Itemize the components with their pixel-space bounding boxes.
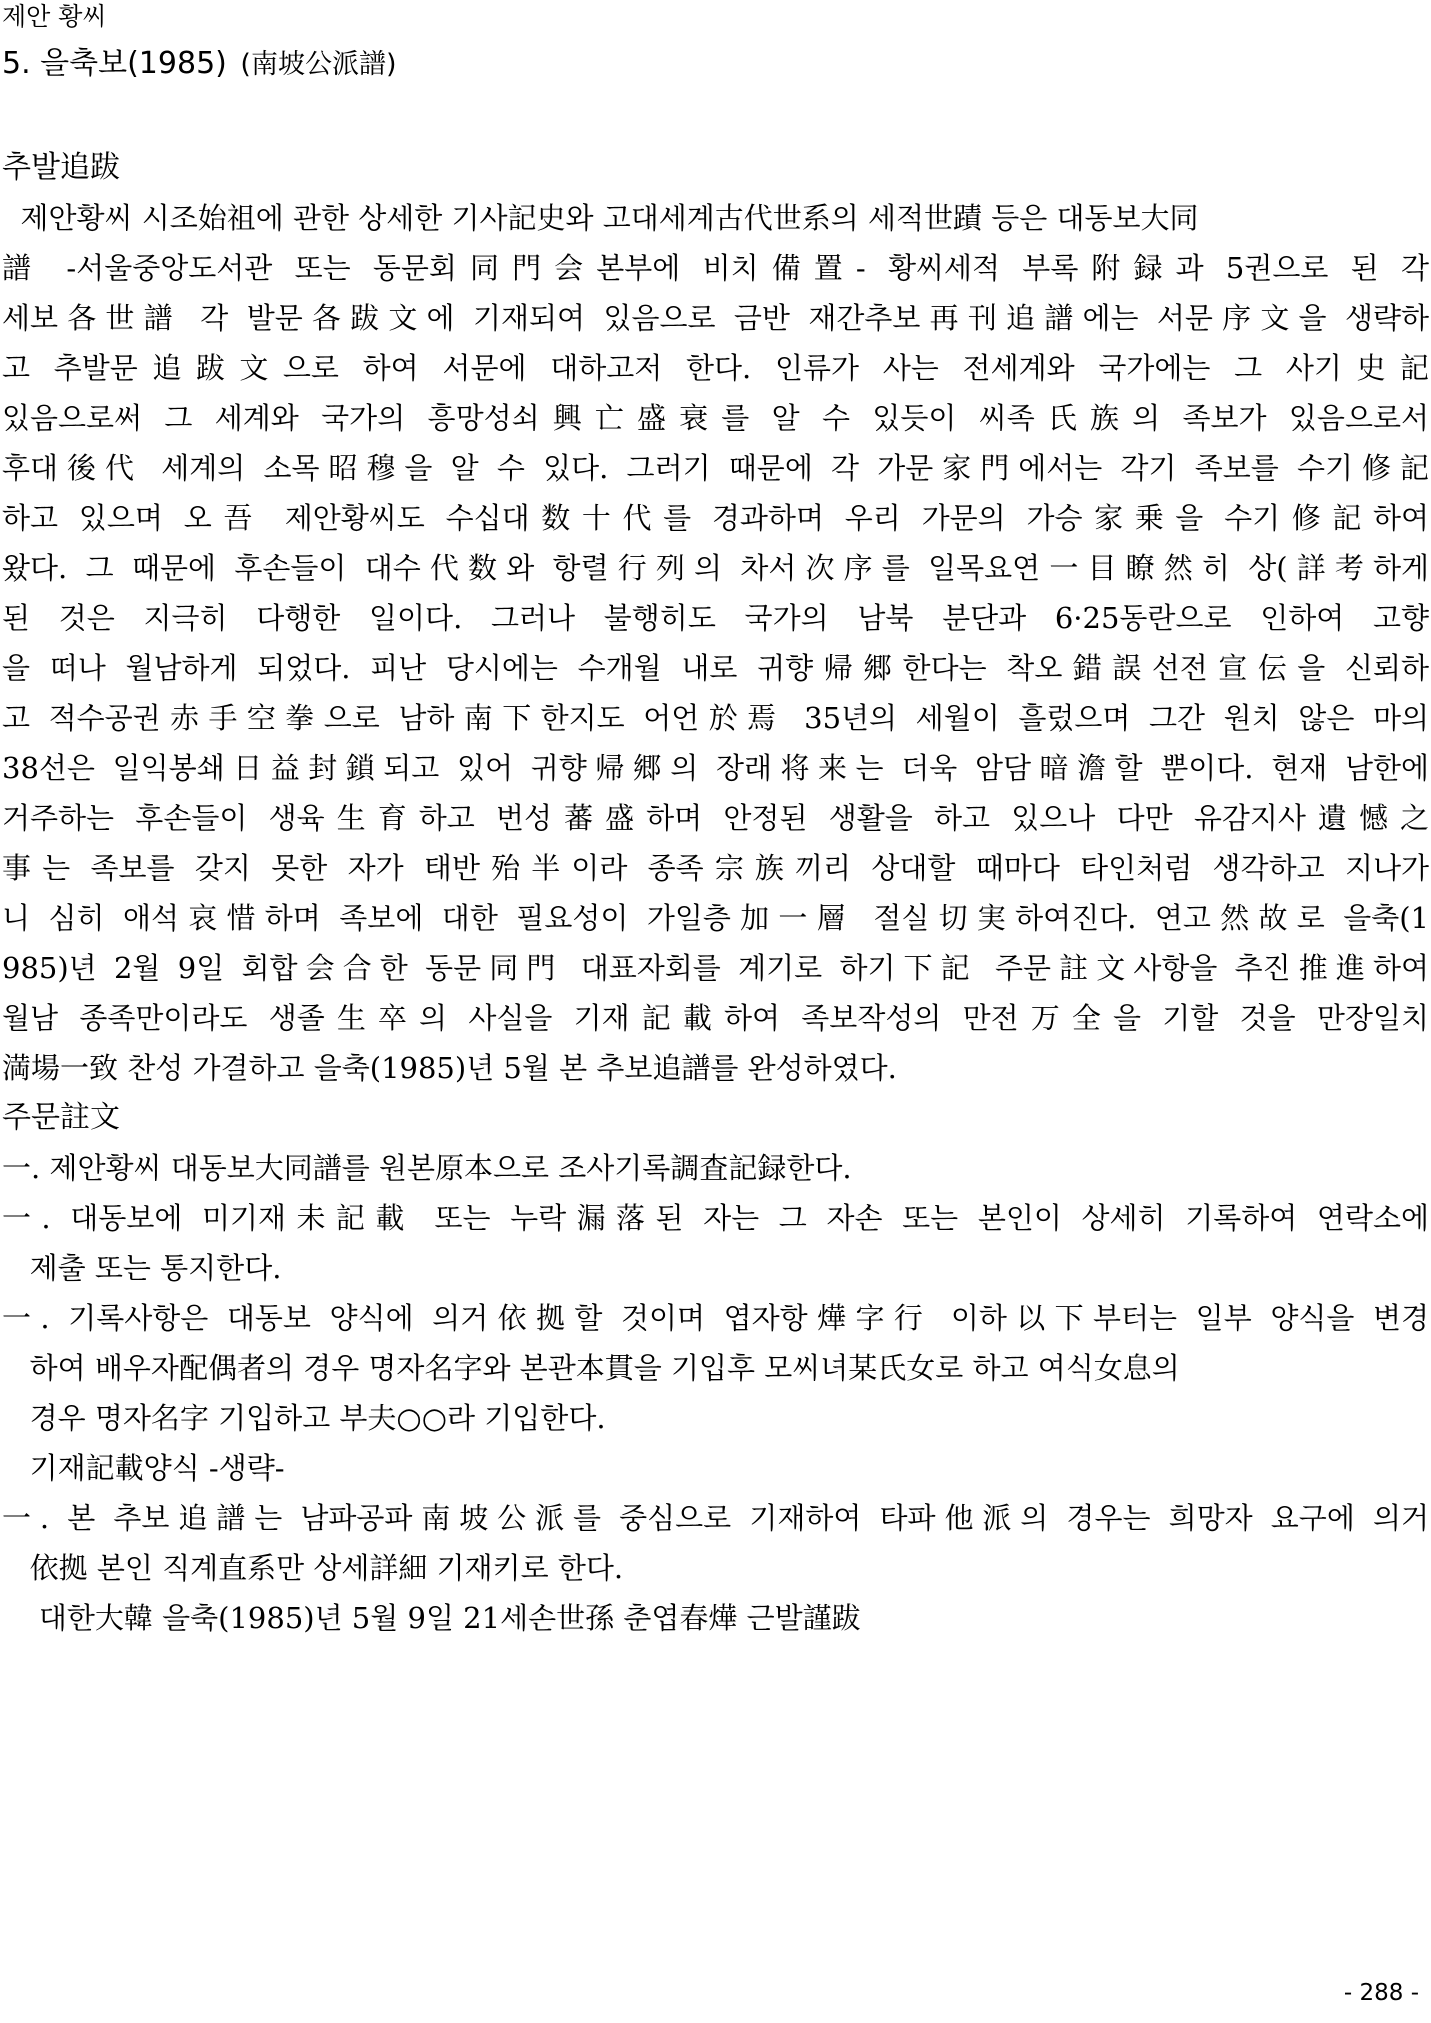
title-main: 5. 을축보(1985) [2,46,227,81]
paragraph-line: 니 심히 애석哀惜하며 족보에 대한 필요성이 가일층加一層 절실切実하여진다. 연고然故로 을축(1 [2,901,1429,935]
section-heading-resolution: 주문註文 [2,1100,120,1135]
paragraph-line: 후대後代 세계의 소목昭穆을 알 수 있다. 그러기 때문에 각 가문家門에서는 각기 족보를 수기修記 [2,451,1429,485]
paragraph-line: 譜 -서울중앙도서관 또는 동문회同門会본부에 비치備置- 황씨세적 부록附録과 5권으로 된 각 [2,251,1429,285]
paragraph-line: 왔다. 그 때문에 후손들이 대수代数와 항렬行列의 차서次序를 일목요연一目瞭然히 상(詳考하게 [2,551,1429,585]
paragraph-line: 985)년 2월 9일 회합会合한 동문同門 대표자회를 계기로 하기下記 주문註文사항을 추진推進하여 [2,951,1429,985]
paragraph-line: 고 적수공권赤手空拳으로 남하南下한지도 어언於焉 35년의 세월이 흘렀으며 그간 원치 않은 마의 [2,701,1429,735]
list-item-line: 하여 배우자配偶者의 경우 명자名字와 본관本貫을 기입후 모씨녀某氏女로 하고 여식女息의 [2,1351,1180,1385]
paragraph-line: 하고 있으며 오吾 제안황씨도 수십대数十代를 경과하며 우리 가문의 가승家乗을 수기修記하여 [2,501,1429,535]
page-number: - 288 - [1343,1980,1419,2006]
list-item-line: 一. 기록사항은 대동보 양식에 의거依拠할 것이며 엽자항燁字行 이하以下부터는 일부 양식을 변경 [2,1301,1429,1335]
section-heading-postscript: 추발追跋 [2,150,120,185]
list-item-line: 기재記載양식 -생략- [2,1451,285,1485]
list-item-line: 경우 명자名字 기입하고 부夫○○라 기입한다. [2,1401,606,1435]
paragraph-line: 事는 족보를 갖지 못한 자가 태반殆半이라 종족宗族끼리 상대할 때마다 타인처럼 생각하고 지나가 [2,851,1429,885]
paragraph-line: 을 떠나 월남하게 되었다. 피난 당시에는 수개월 내로 귀향帰郷한다는 착오錯誤선전宣伝을 신뢰하 [2,651,1429,685]
signature-line: 대한大韓 을축(1985)년 5월 9일 21세손世孫 춘엽春燁 근발謹跋 [2,1601,861,1635]
paragraph-line: 거주하는 후손들이 생육生育하고 번성蕃盛하며 안정된 생활을 하고 있으나 다만 유감지사遺憾之 [2,801,1429,835]
paragraph-line: 38선은 일익봉쇄日益封鎖되고 있어 귀향帰郷의 장래将来는 더욱 암담暗澹할 뿐이다. 현재 남한에 [2,751,1429,785]
list-item-line: 一. 본 추보追譜는 남파공파南坡公派를 중심으로 기재하여 타파他派의 경우는 희망자 요구에 의거 [2,1501,1429,1535]
paragraph-line: 세보各世譜 각 발문各跋文에 기재되여 있음으로 금반 재간추보再刊追譜에는 서문序文을 생략하 [2,301,1429,335]
list-item-line: 依拠 본인 직계直系만 상세詳細 기재키로 한다. [2,1551,624,1585]
running-header: 제안 황씨 [2,2,107,31]
list-item-line: 一. 제안황씨 대동보大同譜를 원본原本으로 조사기록調査記録한다. [2,1151,852,1185]
page-title [2,44,396,85]
list-item-line: 一. 대동보에 미기재未記載 또는 누락漏落된 자는 그 자손 또는 본인이 상세히 기록하여 연락소에 [2,1201,1429,1235]
title-hanja: (南坡公派譜) [240,49,397,80]
list-item-line: 제출 또는 통지한다. [2,1251,282,1285]
paragraph-line: 満場一致 찬성 가결하고 을축(1985)년 5월 본 추보追譜를 완성하였다. [2,1051,897,1085]
paragraph-line: 고 추발문追跋文으로 하여 서문에 대하고저 한다. 인류가 사는 전세계와 국가에는 그 사기史記 [2,351,1429,385]
paragraph-line: 된 것은 지극히 다행한 일이다. 그러나 불행히도 국가의 남북 분단과 6·25동란으로 인하여 고향 [2,601,1429,635]
paragraph-line: 월남 종족만이라도 생졸生卒의 사실을 기재記載하여 족보작성의 만전万全을 기할 것을 만장일치 [2,1001,1429,1035]
paragraph-line: 있음으로써 그 세계와 국가의 흥망성쇠興亡盛衰를 알 수 있듯이 씨족氏族의 족보가 있음으로서 [2,401,1429,435]
paragraph-line: 제안황씨 시조始祖에 관한 상세한 기사記史와 고대세계古代世系의 세적世蹟 등은 대동보大同 [2,201,1199,235]
